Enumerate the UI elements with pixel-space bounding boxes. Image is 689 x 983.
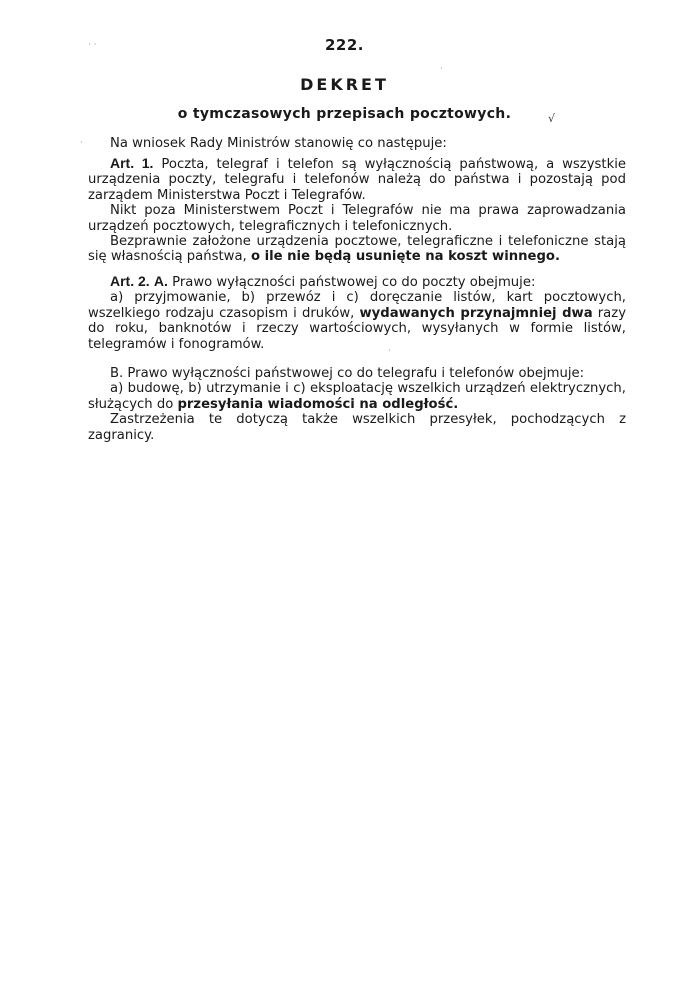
paper-speck: · · xyxy=(88,40,97,50)
intro-paragraph xyxy=(88,136,626,151)
paper-speck: · xyxy=(388,346,391,356)
article-1-text-3: Bezprawnie założone urządzenia pocztowe, telegraficzne i telefoniczne stają się własnością państwa, xyxy=(88,234,626,265)
check-mark-icon: √ xyxy=(548,112,556,125)
decree-title: DEKRET xyxy=(300,75,389,94)
page-number: 222. xyxy=(324,36,364,54)
intro-text: Na wniosek Rady Ministrów stanowię co następuje: xyxy=(110,136,447,151)
article-1-label: Art. 1. xyxy=(110,155,154,171)
article-1-text-3-bold: o ile nie będą usunięte na koszt winnego. xyxy=(250,249,560,265)
article-2-lead-paragraph xyxy=(88,274,626,290)
paper-speck: · xyxy=(80,138,83,148)
article-2-section-b xyxy=(88,366,626,443)
article-2-text-bold: wydawanych przynajmniej dwa xyxy=(359,305,593,321)
article-2 xyxy=(88,274,626,352)
article-1-paragraph-1 xyxy=(88,156,626,203)
article-1-text-1: Poczta, telegraf i telefon są wyłącznością państwową, a wszystkie urządzenia poczty, telegrafu i telefonów należą do państwa i pozostają pod zarządem Ministerstwa Poczt i Telegrafów. xyxy=(88,157,626,203)
article-2-text-end: razy do roku, banknotów i rzeczy wartościowych, wysyłanych w formie listów, telegramów i fonogramów. xyxy=(88,305,626,352)
article-1 xyxy=(88,156,626,265)
section-b-text-bold: przesyłania wiadomości na odległość. xyxy=(177,396,459,412)
section-b-lead: B. Prawo wyłączności państwowej co do telegrafu i telefonów obejmuje: xyxy=(110,366,585,381)
article-2-lead: Prawo wyłączności państwowej co do poczty obejmuje: xyxy=(172,275,536,290)
article-2-paragraph-1 xyxy=(88,290,626,352)
section-b-text-start: a) budowę, b) utrzymanie i c) eksploatację wszelkich urządzeń elektrycznych, służących do xyxy=(88,381,626,412)
decree-subtitle: o tymczasowych przepisach pocztowych. xyxy=(177,106,512,122)
section-b-paragraph-2: Zastrzeżenia te dotyczą także wszelkich przesyłek, pochodzących z zagranicy. xyxy=(88,412,626,443)
article-2-text-start: a) przyjmowanie, b) przewóz i c) doręczanie listów, kart pocztowych, wszelkiego rodzaju czasopism i druków, xyxy=(88,290,626,321)
article-1-paragraph-3 xyxy=(88,234,626,265)
article-2-label: Art. 2. xyxy=(110,273,150,289)
paper-speck: · xyxy=(440,64,443,74)
article-2-section-a: A. xyxy=(153,273,168,289)
article-1-paragraph-2: Nikt poza Ministerstwem Poczt i Telegrafów nie ma prawa zaprowadzania urządzeń pocztowych, telegraficznych i telefonicznych. xyxy=(88,203,626,234)
section-b-paragraph-1 xyxy=(88,381,626,412)
